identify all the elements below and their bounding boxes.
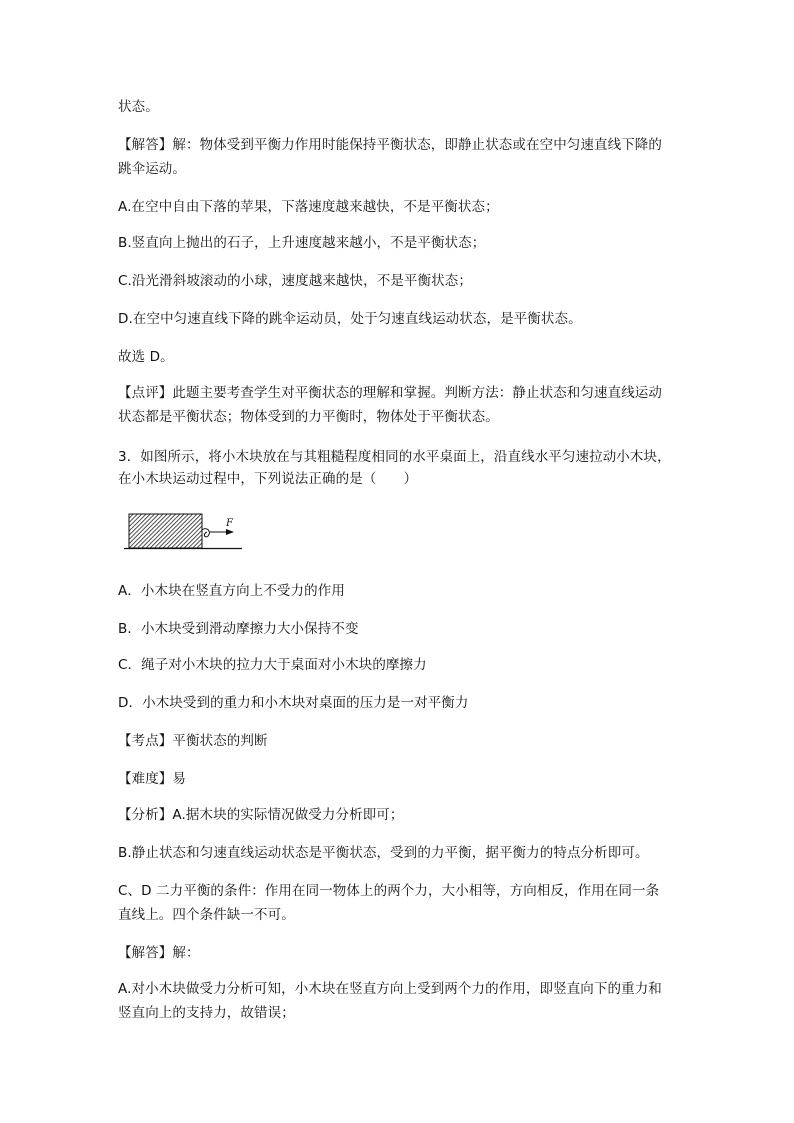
solution-line: A.对小木块做受力分析可知，小木块在竖直方向上受到两个力的作用，即竖直向下的重力和 [118,981,662,997]
wooden-block [129,514,202,548]
choice-d: D．小木块受到的重力和小木块对桌面的压力是一对平衡力 [118,695,469,711]
force-label: F [226,518,233,529]
choice-a: A．小木块在竖直方向上不受力的作用 [118,583,345,599]
analysis-line: B.静止状态和匀速直线运动状态是平衡状态，受到的力平衡，据平衡力的特点分析即可。 [118,845,649,861]
comment-line: 状态都是平衡状态；物体受到的力平衡时，物体处于平衡状态。 [118,409,499,425]
solution-heading: 【解答】解： [118,945,200,961]
option-d-text: D.在空中匀速直线下降的跳伞运动员，处于匀速直线运动状态，是平衡状态。 [118,311,582,327]
option-c-text: C.沿光滑斜坡滚动的小球，速度越来越快，不是平衡状态； [118,273,472,289]
difficulty-line: 【难度】易 [118,771,186,787]
choice-b: B．小木块受到滑动摩擦力大小保持不变 [118,621,359,637]
block-pull-figure [122,512,244,556]
solution-line: 竖直向上的支持力，故错误； [118,1005,295,1021]
arrow-head [226,529,234,535]
topic-line: 【考点】平衡状态的判断 [118,733,268,749]
answer-line: 故选 D。 [118,349,174,365]
option-b-text: B.竖直向上抛出的石子，上升速度越来越小，不是平衡状态； [118,235,486,251]
text-line: 跳伞运动。 [118,161,186,177]
question-stem: 3．如图所示，将小木块放在与其粗糙程度相同的水平桌面上，沿直线水平匀速拉动小木块， [118,449,671,465]
text-line: 【解答】解：物体受到平衡力作用时能保持平衡状态，即静止状态或在空中匀速直线下降的 [118,137,662,153]
option-a-text: A.在空中自由下落的苹果，下落速度越来越快，不是平衡状态； [118,199,499,215]
choice-c: C．绳子对小木块的拉力大于桌面对小木块的摩擦力 [118,657,427,673]
hook-icon [202,529,209,537]
analysis-line: 直线上。四个条件缺一不可。 [118,907,295,923]
comment-line: 【点评】此题主要考查学生对平衡状态的理解和掌握。判断方法：静止状态和匀速直线运动 [118,385,662,401]
text-line: 状态。 [118,99,159,115]
analysis-line: C、D 二力平衡的条件：作用在同一物体上的两个力，大小相等，方向相反，作用在同一条 [118,883,660,899]
analysis-line: 【分析】A.据木块的实际情况做受力分析即可； [118,807,404,823]
question-stem: 在小木块运动过程中，下列说法正确的是（ ） [118,471,418,487]
